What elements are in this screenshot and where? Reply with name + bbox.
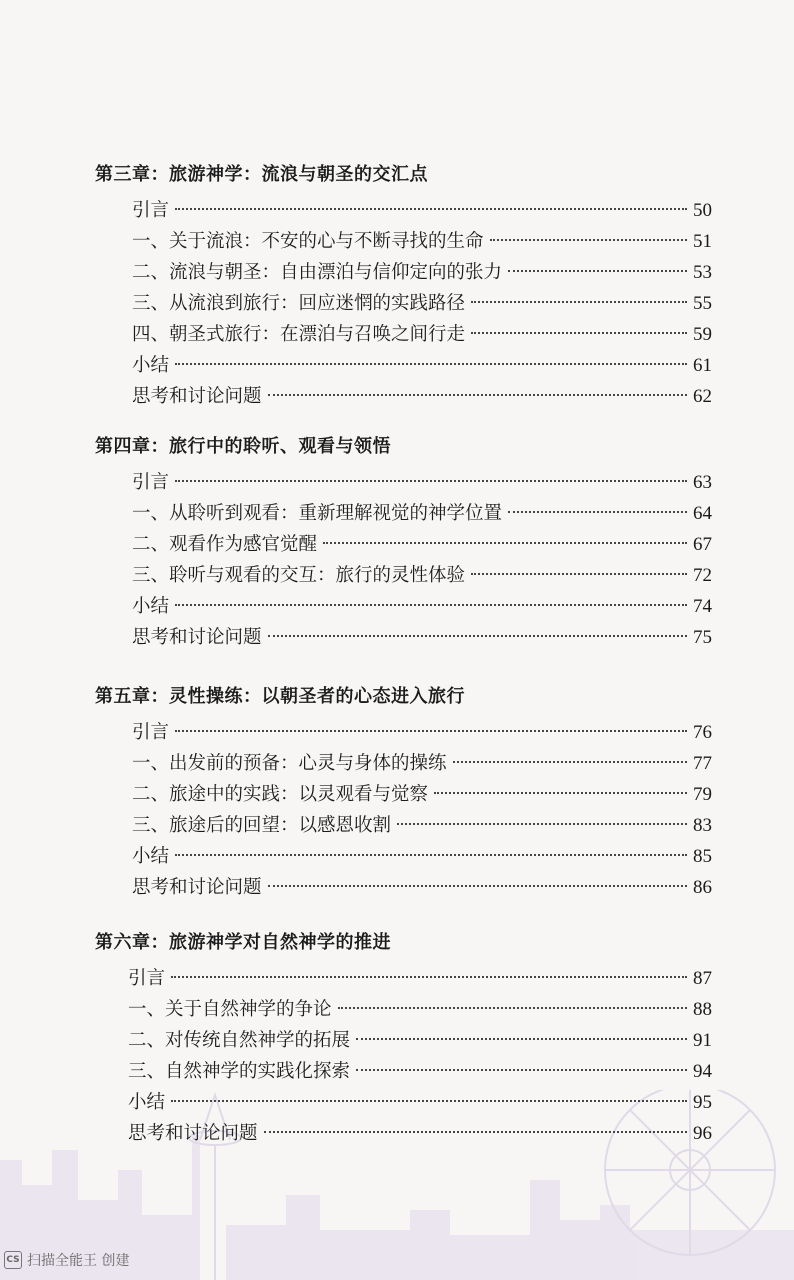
dot-leader [338,987,687,1009]
chapter-title: 第三章：旅游神学：流浪与朝圣的交汇点 [95,164,428,185]
toc-entry-label: 小结 [132,596,170,617]
chapter-title: 第四章：旅行中的聆听、观看与领悟 [95,436,391,457]
toc-page-number: 91 [693,1030,712,1051]
toc-page-number: 64 [693,503,712,524]
toc-page-number: 67 [693,534,712,555]
toc-entry[interactable] [132,621,712,649]
toc-page-number: 88 [693,999,712,1020]
toc-entry[interactable] [132,590,712,618]
toc-entry[interactable] [132,466,712,494]
dot-leader [175,343,687,365]
dot-leader [356,1018,687,1040]
toc-entry[interactable] [132,380,712,408]
toc-page-number: 51 [693,231,712,252]
toc-entry[interactable] [132,318,712,346]
toc-entry[interactable] [128,1055,712,1083]
dot-leader [471,553,687,575]
toc-page-number: 50 [693,200,712,221]
toc-page-number: 53 [693,262,712,283]
toc-page-number: 61 [693,355,712,376]
toc-entry[interactable] [132,747,712,775]
toc-page-number: 95 [693,1092,712,1113]
chapter-title: 第五章：灵性操练：以朝圣者的心态进入旅行 [95,686,465,707]
dot-leader [490,219,687,241]
dot-leader [175,460,687,482]
dot-leader [268,615,687,637]
toc-entry[interactable] [132,349,712,377]
toc-page-number: 76 [693,722,712,743]
dot-leader [471,281,687,303]
toc-entry[interactable] [128,1024,712,1052]
toc-entry-label: 引言 [132,472,170,493]
toc-entry-label: 三、聆听与观看的交互：旅行的灵性体验 [132,565,466,586]
toc-entry-label: 三、自然神学的实践化探索 [128,1061,351,1082]
dot-leader [508,250,687,272]
dot-leader [171,956,687,978]
toc-entry[interactable] [132,778,712,806]
chapter-title: 第六章：旅游神学对自然神学的推进 [95,932,391,953]
toc-page-number: 85 [693,846,712,867]
dot-leader [175,834,687,856]
toc-entry-label: 二、旅途中的实践：以灵观看与觉察 [132,784,429,805]
toc-entry-label: 二、对传统自然神学的拓展 [128,1030,351,1051]
toc-page-number: 94 [693,1061,712,1082]
toc-page-number: 75 [693,627,712,648]
toc-entry-label: 四、朝圣式旅行：在漂泊与召唤之间行走 [132,324,466,345]
dot-leader [171,1080,687,1102]
toc-entry-label: 小结 [132,846,170,867]
toc-page-number: 55 [693,293,712,314]
toc-entry-label: 一、出发前的预备：心灵与身体的操练 [132,753,447,774]
toc-page-number: 79 [693,784,712,805]
toc-entry-label: 一、从聆听到观看：重新理解视觉的神学位置 [132,503,503,524]
toc-entry[interactable] [128,993,712,1021]
toc-entry-label: 一、关于流浪：不安的心与不断寻找的生命 [132,231,484,252]
toc-entry[interactable] [128,1117,712,1145]
dot-leader [453,741,687,763]
camscanner-logo-icon: CS [4,1251,22,1269]
dot-leader [434,772,687,794]
dot-leader [175,710,687,732]
toc-entry[interactable] [132,809,712,837]
dot-leader [356,1049,687,1071]
toc-entry-label: 引言 [132,200,170,221]
toc-entry[interactable] [132,287,712,315]
toc-page-number: 77 [693,753,712,774]
toc-entry[interactable] [132,225,712,253]
dot-leader [323,522,687,544]
toc-entry-label: 引言 [132,722,170,743]
watermark-text: 扫描全能王 创建 [27,1253,130,1269]
toc-page-number: 96 [693,1123,712,1144]
toc-entry-label: 三、旅途后的回望：以感恩收割 [132,815,392,836]
toc-entry[interactable] [128,1086,712,1114]
dot-leader [264,1111,687,1133]
scanner-watermark [4,1250,129,1270]
toc-page-number: 62 [693,386,712,407]
toc-page-number: 87 [693,968,712,989]
toc-entry-label: 三、从流浪到旅行：回应迷惘的实践路径 [132,293,466,314]
toc-page-number: 83 [693,815,712,836]
toc-page-number: 63 [693,472,712,493]
toc-entry-label: 思考和讨论问题 [132,627,262,648]
toc-entry[interactable] [132,840,712,868]
toc-entry-label: 二、观看作为感官觉醒 [132,534,318,555]
toc-entry-label: 二、流浪与朝圣：自由漂泊与信仰定向的张力 [132,262,503,283]
toc-entry[interactable] [132,559,712,587]
toc-entry[interactable] [132,256,712,284]
toc-entry-label: 思考和讨论问题 [132,877,262,898]
toc-page-number: 74 [693,596,712,617]
toc-page-number: 86 [693,877,712,898]
dot-leader [268,374,687,396]
toc-entry-label: 引言 [128,968,166,989]
dot-leader [268,865,687,887]
toc-entry[interactable] [132,528,712,556]
dot-leader [508,491,687,513]
toc-entry[interactable] [128,962,712,990]
toc-page-number: 59 [693,324,712,345]
toc-entry[interactable] [132,871,712,899]
toc-entry[interactable] [132,497,712,525]
dot-leader [471,312,687,334]
toc-entry-label: 思考和讨论问题 [132,386,262,407]
toc-page-number: 72 [693,565,712,586]
toc-entry[interactable] [132,194,712,222]
toc-entry-label: 思考和讨论问题 [128,1123,258,1144]
dot-leader [175,188,687,210]
dot-leader [175,584,687,606]
dot-leader [397,803,687,825]
toc-entry[interactable] [132,716,712,744]
toc-entry-label: 一、关于自然神学的争论 [128,999,332,1020]
toc-entry-label: 小结 [132,355,170,376]
toc-entry-label: 小结 [128,1092,166,1113]
